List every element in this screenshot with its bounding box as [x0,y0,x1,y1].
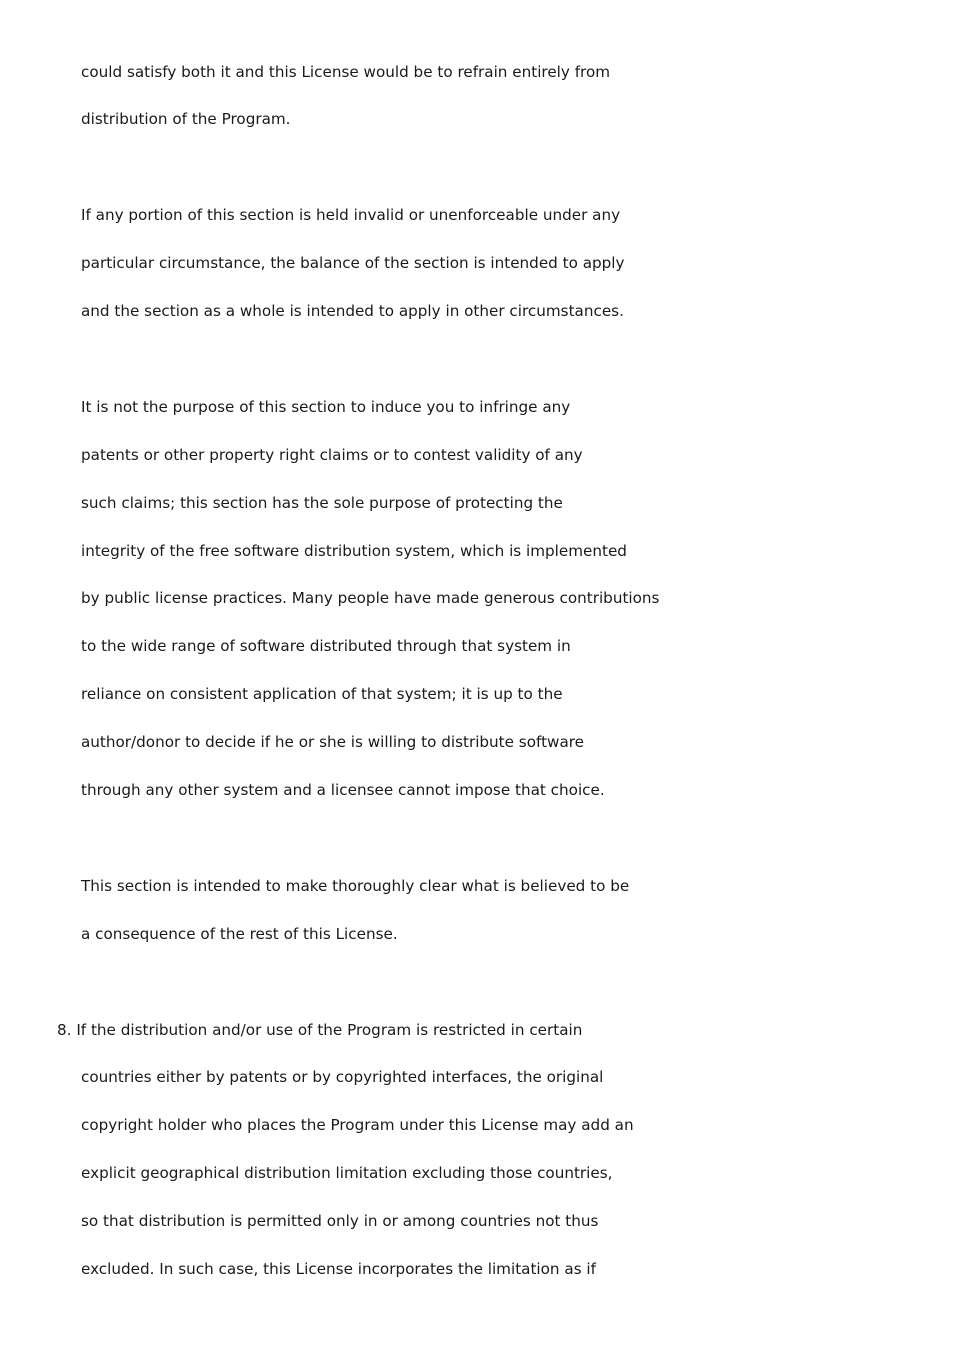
text-line: reliance on consistent application of that system; it is up to the [81,685,563,703]
text-line: to the wide range of software distributed through that system in [81,637,571,655]
text-line: patents or other property right claims or to contest validity of any [81,446,583,464]
text-line: This section is intended to make thoroughly clear what is believed to be [81,877,630,895]
text-line: distribution of the Program. [81,110,291,128]
text-line: could satisfy both it and this License would be to refrain entirely from [81,63,611,81]
text-line: integrity of the free software distribution system, which is implemented [81,542,627,560]
text-line: and the section as a whole is intended to apply in other circumstances. [81,302,624,320]
text-line: explicit geographical distribution limitation excluding those countries, [81,1164,613,1182]
text-line: by public license practices. Many people have made generous contributions [81,589,660,607]
text-line: If any portion of this section is held invalid or unenforceable under any [81,206,621,224]
text-line: particular circumstance, the balance of the section is intended to apply [81,254,625,272]
text-line: countries either by patents or by copyrighted interfaces, the original [81,1068,604,1086]
text-line: excluded. In such case, this License incorporates the limitation as if [81,1260,596,1278]
text-line: It is not the purpose of this section to induce you to infringe any [81,398,571,416]
text-line: such claims; this section has the sole purpose of protecting the [81,494,563,512]
text-line: a consequence of the rest of this License. [81,925,398,943]
text-line: through any other system and a licensee cannot impose that choice. [81,781,605,799]
numbered-item-line: 8. If the distribution and/or use of the Program is restricted in certain [57,1021,583,1039]
text-line: copyright holder who places the Program under this License may add an [81,1116,634,1134]
text-line: so that distribution is permitted only in or among countries not thus [81,1212,599,1230]
text-line: author/donor to decide if he or she is willing to distribute software [81,733,585,751]
